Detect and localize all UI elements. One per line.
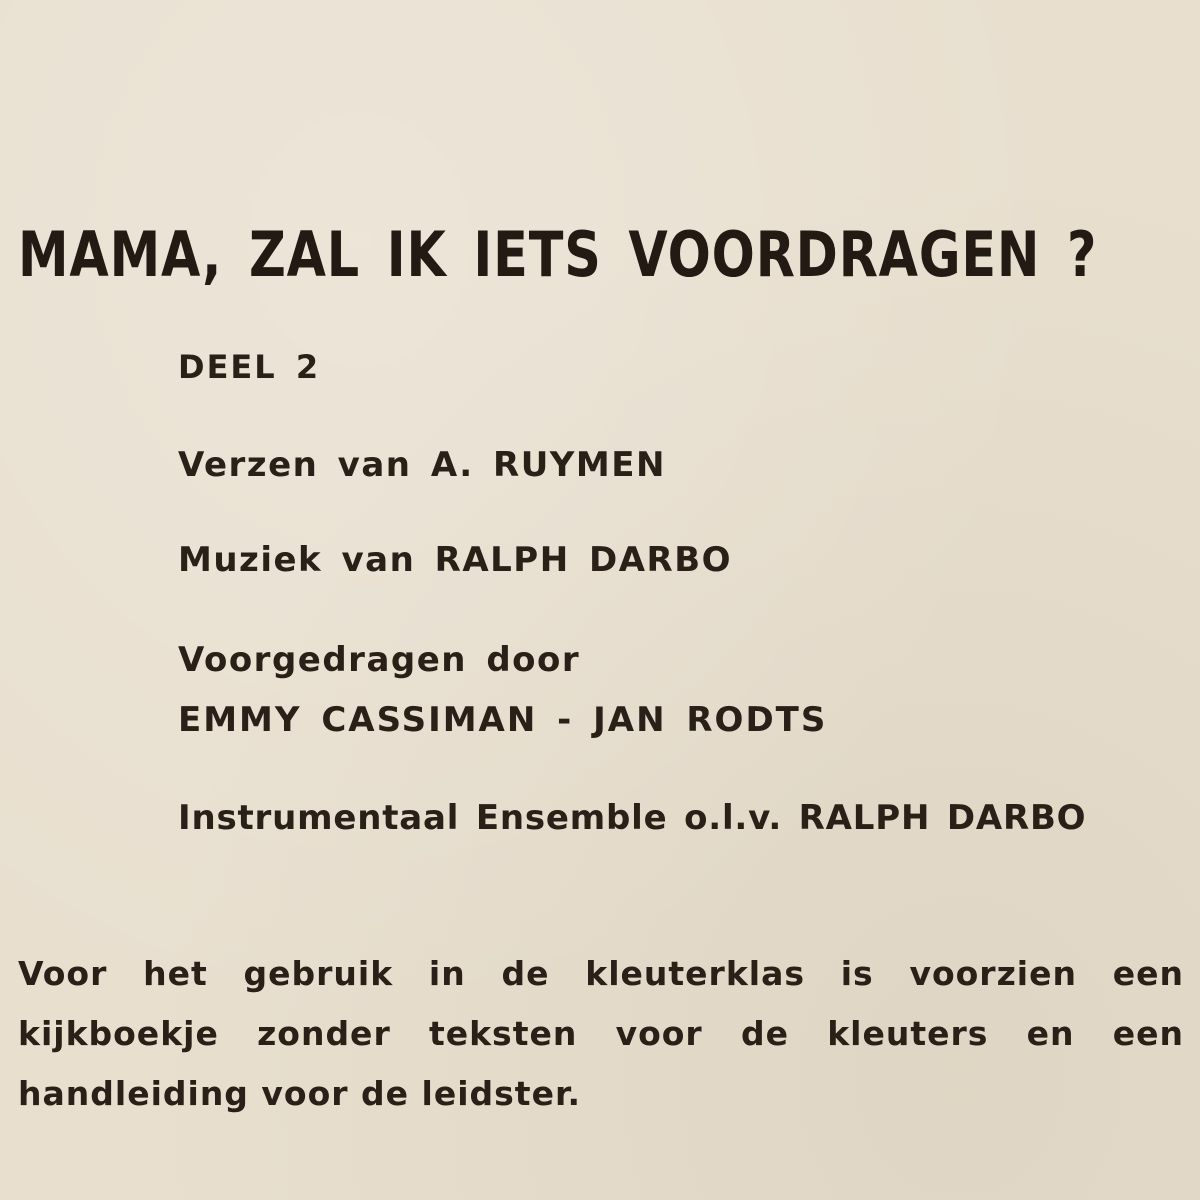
- page-title: MAMA, ZAL IK IETS VOORDRAGEN ?: [18, 218, 1098, 291]
- usage-note: Voor het gebruik in de kleuterklas is voorzien een kijkboekje zonder teksten voor de kleuters en een handleiding voor de leidster.: [18, 954, 1184, 1113]
- ensemble-credit: Instrumentaal Ensemble o.l.v. RALPH DARBO: [178, 798, 1087, 838]
- performers-names: EMMY CASSIMAN - JAN RODTS: [178, 700, 828, 740]
- part-number: DEEL 2: [178, 348, 321, 386]
- verses-credit: Verzen van A. RUYMEN: [178, 445, 666, 485]
- performed-by-label: Voorgedragen door: [178, 640, 581, 680]
- music-credit: Muziek van RALPH DARBO: [178, 540, 733, 580]
